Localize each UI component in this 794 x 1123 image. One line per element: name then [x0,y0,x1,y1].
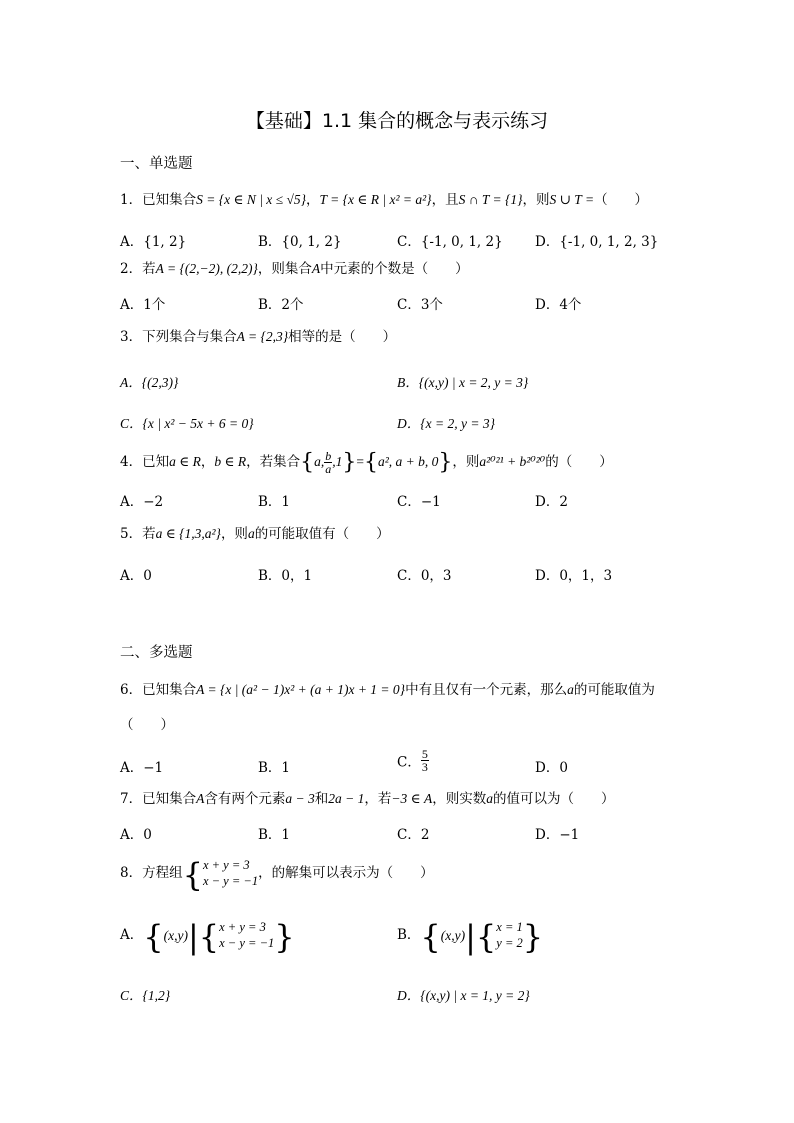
question-3-stem: 3．下列集合与集合A = {2,3}相等的是（ ） [120,329,397,345]
section-heading-single-choice: 一、单选题 [120,156,193,172]
question-6-option-d: D．0 [535,760,568,776]
question-5-option-c: C．0，3 [397,568,452,584]
question-6-option-b: B．1 [258,760,291,776]
section-heading-multiple-choice: 二、多选题 [120,645,193,661]
question-5-option-b: B．0，1 [258,568,313,584]
question-5-option-d: D．0，1，3 [535,568,613,584]
question-3-option-b: B．{(x,y) | x = 2, y = 3} [397,375,529,390]
question-4-option-d: D．2 [535,494,568,510]
question-6-option-c-fraction: $\frac{5}{3}$ [421,747,428,774]
question-6-answer-blank: （ ） [120,717,174,733]
question-7-stem: 7．已知集合A含有两个元素a − 3和2a − 1，若−3 ∈ A，则实数a的值可以为（ ） [120,791,615,807]
question-2-option-d: D．4个 [535,297,582,313]
question-4-option-c: C．−1 [397,494,441,510]
question-1-option-a: A．{1, 2} [120,234,187,250]
question-1-option-c: C．{-1, 0, 1, 2} [397,234,503,250]
question-8-option-d: D．{(x,y) | x = 1, y = 2} [397,988,530,1003]
question-2-option-b: B．2个 [258,297,304,313]
question-6-option-a: A．−1 [120,760,164,776]
question-2-option-c: C．3个 [397,297,443,313]
question-7-option-b: B．1 [258,827,291,843]
question-8-option-b: B．{(x,y)|{ x = 1 y = 2 } [397,918,544,957]
question-4-option-b: B．1 [258,494,291,510]
question-8-option-a: A．{(x,y)|{ x + y = 3 x − y = −1 } [120,918,295,957]
page-title: 【基础】1.1 集合的概念与表示练习 [245,110,549,132]
question-5-option-a: A．0 [120,568,152,584]
question-7-option-a: A．0 [120,827,152,843]
question-3-option-a: A．{(2,3)} [120,375,179,390]
question-2-option-a: A．1个 [120,297,166,313]
question-4-option-a: A．−2 [120,494,164,510]
question-1-stem: 1．已知集合S = {x ∈ N | x ≤ √5}，T = {x ∈ R | x² = a²}，且S ∩ T = {1}，则S ∪ T =（ ） [120,192,649,208]
question-3-option-d: D．{x = 2, y = 3} [397,416,496,431]
question-1-option-d: D．{-1, 0, 1, 2, 3} [535,234,659,250]
question-3-option-c: C．{x | x² − 5x + 6 = 0} [120,416,254,431]
question-2-stem: 2．若A = {(2,−2), (2,2)}，则集合A中元素的个数是（ ） [120,261,469,277]
question-1-option-b: B．{0, 1, 2} [258,234,342,250]
question-7-option-c: C．2 [397,827,430,843]
question-6-stem: 6．已知集合A = {x | (a² − 1)x² + (a + 1)x + 1 = 0}中有且仅有一个元素，那么a的可能取值为 [120,682,655,698]
question-5-stem: 5．若a ∈ {1,3,a²}，则a的可能取值有（ ） [120,526,390,542]
question-8-stem: 8．方程组{ x + y = 3 x − y = −1 ，的解集可以表示为（ ） [120,856,434,895]
question-4-stem: 4．已知a ∈ R，b ∈ R，若集合{a, $\frac{b}{a}$ ,1}={a², a + b, 0}，则a²⁰²¹ + b²⁰²⁰的（ ） [120,449,613,476]
question-8-option-c: C．{1,2} [120,988,171,1003]
question-7-option-d: D．−1 [535,827,580,843]
question-6-option-c: C． $\frac{5}{3}$ [397,747,428,774]
